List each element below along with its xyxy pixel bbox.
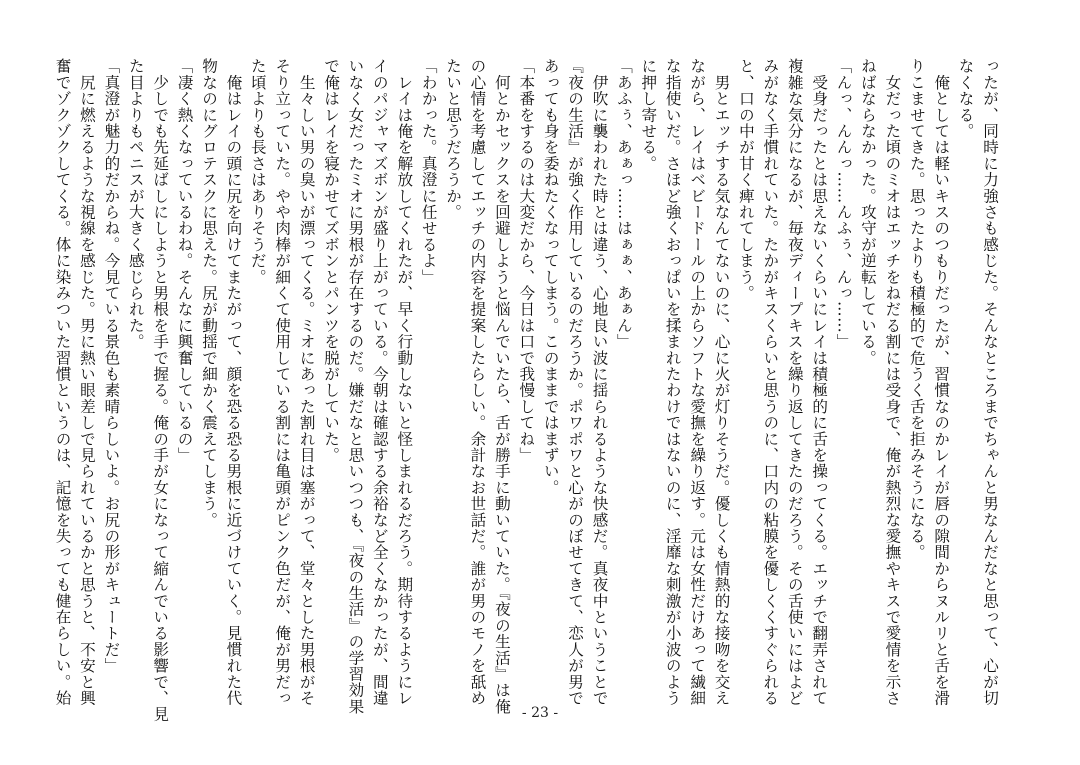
- text-line: 複雑な気分になるが、毎夜ディープキスを繰り返してきたのだろう。その舌使いにはよど: [785, 58, 804, 706]
- text-line: レイは俺を解放してくれたが、早く行動しないと怪しまれるだろう。期待するようにレ: [395, 58, 414, 706]
- text-line: た目よりもペニスが大きく感じられた。: [126, 58, 145, 350]
- text-line: あっても身を委ねたくなってしまう。このままではまずい。: [541, 58, 560, 496]
- text-line: た頃よりも長さはありそうだ。: [248, 58, 267, 285]
- text-line: 男とエッチする気なんてないのに、心に火が灯りそうだ。優しくも情熱的な接吻を交え: [712, 58, 731, 706]
- text-line: 尻に燃えるような視線を感じた。男に熱い眼差しで見られているかと思うと、不安と興: [77, 58, 96, 706]
- text-line: ったが、同時に力強さも感じた。そんなところまでちゃんと男なんだなと思って、心が切: [981, 58, 999, 706]
- text-line: 「わかった。真澄に任せるよ」: [419, 58, 438, 285]
- text-line: 『夜の生活』が強く作用しているのだろうか。ポワポワと心がのぼせてきて、恋人が男で: [566, 58, 585, 706]
- text-line: 「凄く熱くなっているわね。そんなに興奮しているの」: [175, 58, 194, 463]
- text-line: りこませてきた。思ったよりも積極的で危うく舌を拒みそうになる。: [907, 58, 926, 561]
- text-line: 「本番をするのは大変だから、今日は口で我慢してね」: [517, 58, 536, 463]
- text-line: の心情を考慮してエッチの内容を提案したらしい。余計なお世話だ。誰が男のモノを舐め: [468, 58, 487, 706]
- text-line: みがなく手慣れていた。たかがキスくらいと思うのに、口内の粘膜を優しくくすぐられる: [761, 58, 780, 706]
- text-line: いなく女だったミオに男根が存在するのだ。嫌だなと思いつつも、『夜の生活』の学習効果: [346, 58, 365, 715]
- text-line: 女だった頃のミオはエッチをねだる割には受身で、俺が熱烈な愛撫やキスで愛情を示さ: [883, 58, 902, 706]
- text-line: そり立っていた。やや肉棒が細くて使用している割には亀頭がピンク色だが、俺が男だっ: [273, 58, 292, 706]
- text-line: ながら、レイはベビードールの上からソフトな愛撫を繰り返す。元は女性だけあって繊細: [688, 58, 707, 706]
- text-line: と、口の中が甘く痺れてしまう。: [736, 58, 755, 301]
- text-line: イのパジャマズボンが盛り上がっている。今朝は確認する余裕など全くなかったが、間違: [370, 58, 389, 706]
- text-line: 奮でゾクゾクしてくる。体に染みついた習慣というのは、記憶を失っても健在らしい。始: [53, 58, 72, 706]
- text-line: 伊吹に襲われた時とは違う、心地良い波に揺られるような快感だ。真夜中ということで: [590, 58, 609, 706]
- text-line: 生々しい男の臭いが漂ってくる。ミオにあった割れ目は塞がって、堂々とした男根がそ: [297, 58, 316, 706]
- text-line: 受身だったとは思えないくらいにレイは積極的に舌を操ってくる。エッチで翻弄されて: [810, 58, 829, 706]
- text-line: なくなる。: [956, 58, 975, 139]
- text-line: 少しでも先延ばしにしようと男根を手で握る。俺の手が女になって縮んでいる影響で、見: [151, 58, 170, 723]
- text-line: で俺はレイを寝かせてズボンとパンツを脱がしていた。: [322, 58, 341, 463]
- text-line: に押し寄せる。: [639, 58, 658, 172]
- text-line: 俺はレイの頭に尻を向けてまたがって、顔を恐る恐る男根に近づけていく。見慣れた代: [224, 58, 243, 706]
- text-line: ねばならなかった。攻守が逆転している。: [858, 58, 877, 366]
- page-number: - 23 -: [521, 705, 559, 721]
- text-line: たいと思うだろうか。: [444, 58, 463, 220]
- text-line: な指使いだ。さほど強くおっぱいを揉まれたわけではないのに、淫靡な刺激が小波のよう: [663, 58, 682, 706]
- text-line: 「あふぅ、あぁっ……はぁぁ、あぁん」: [614, 58, 633, 350]
- text-line: 物なのにグロテスクに思えた。尻が動揺で細かく震えてしまう。: [200, 58, 218, 528]
- text-line: 「真澄が魅力的だからね。今見ている景色も素晴らしいよ。お尻の形がキュートだ」: [102, 58, 121, 674]
- text-line: 何とかセックスを回避しようと悩んでいたら、舌が勝手に動いていた。『夜の生活』は俺: [492, 58, 511, 715]
- text-line: 俺としては軽いキスのつもりだったが、習慣なのかレイが唇の隙間からヌルリと舌を滑: [932, 58, 951, 706]
- text-line: 「んっ、んんっ……んふぅ、んっ……」: [834, 58, 853, 350]
